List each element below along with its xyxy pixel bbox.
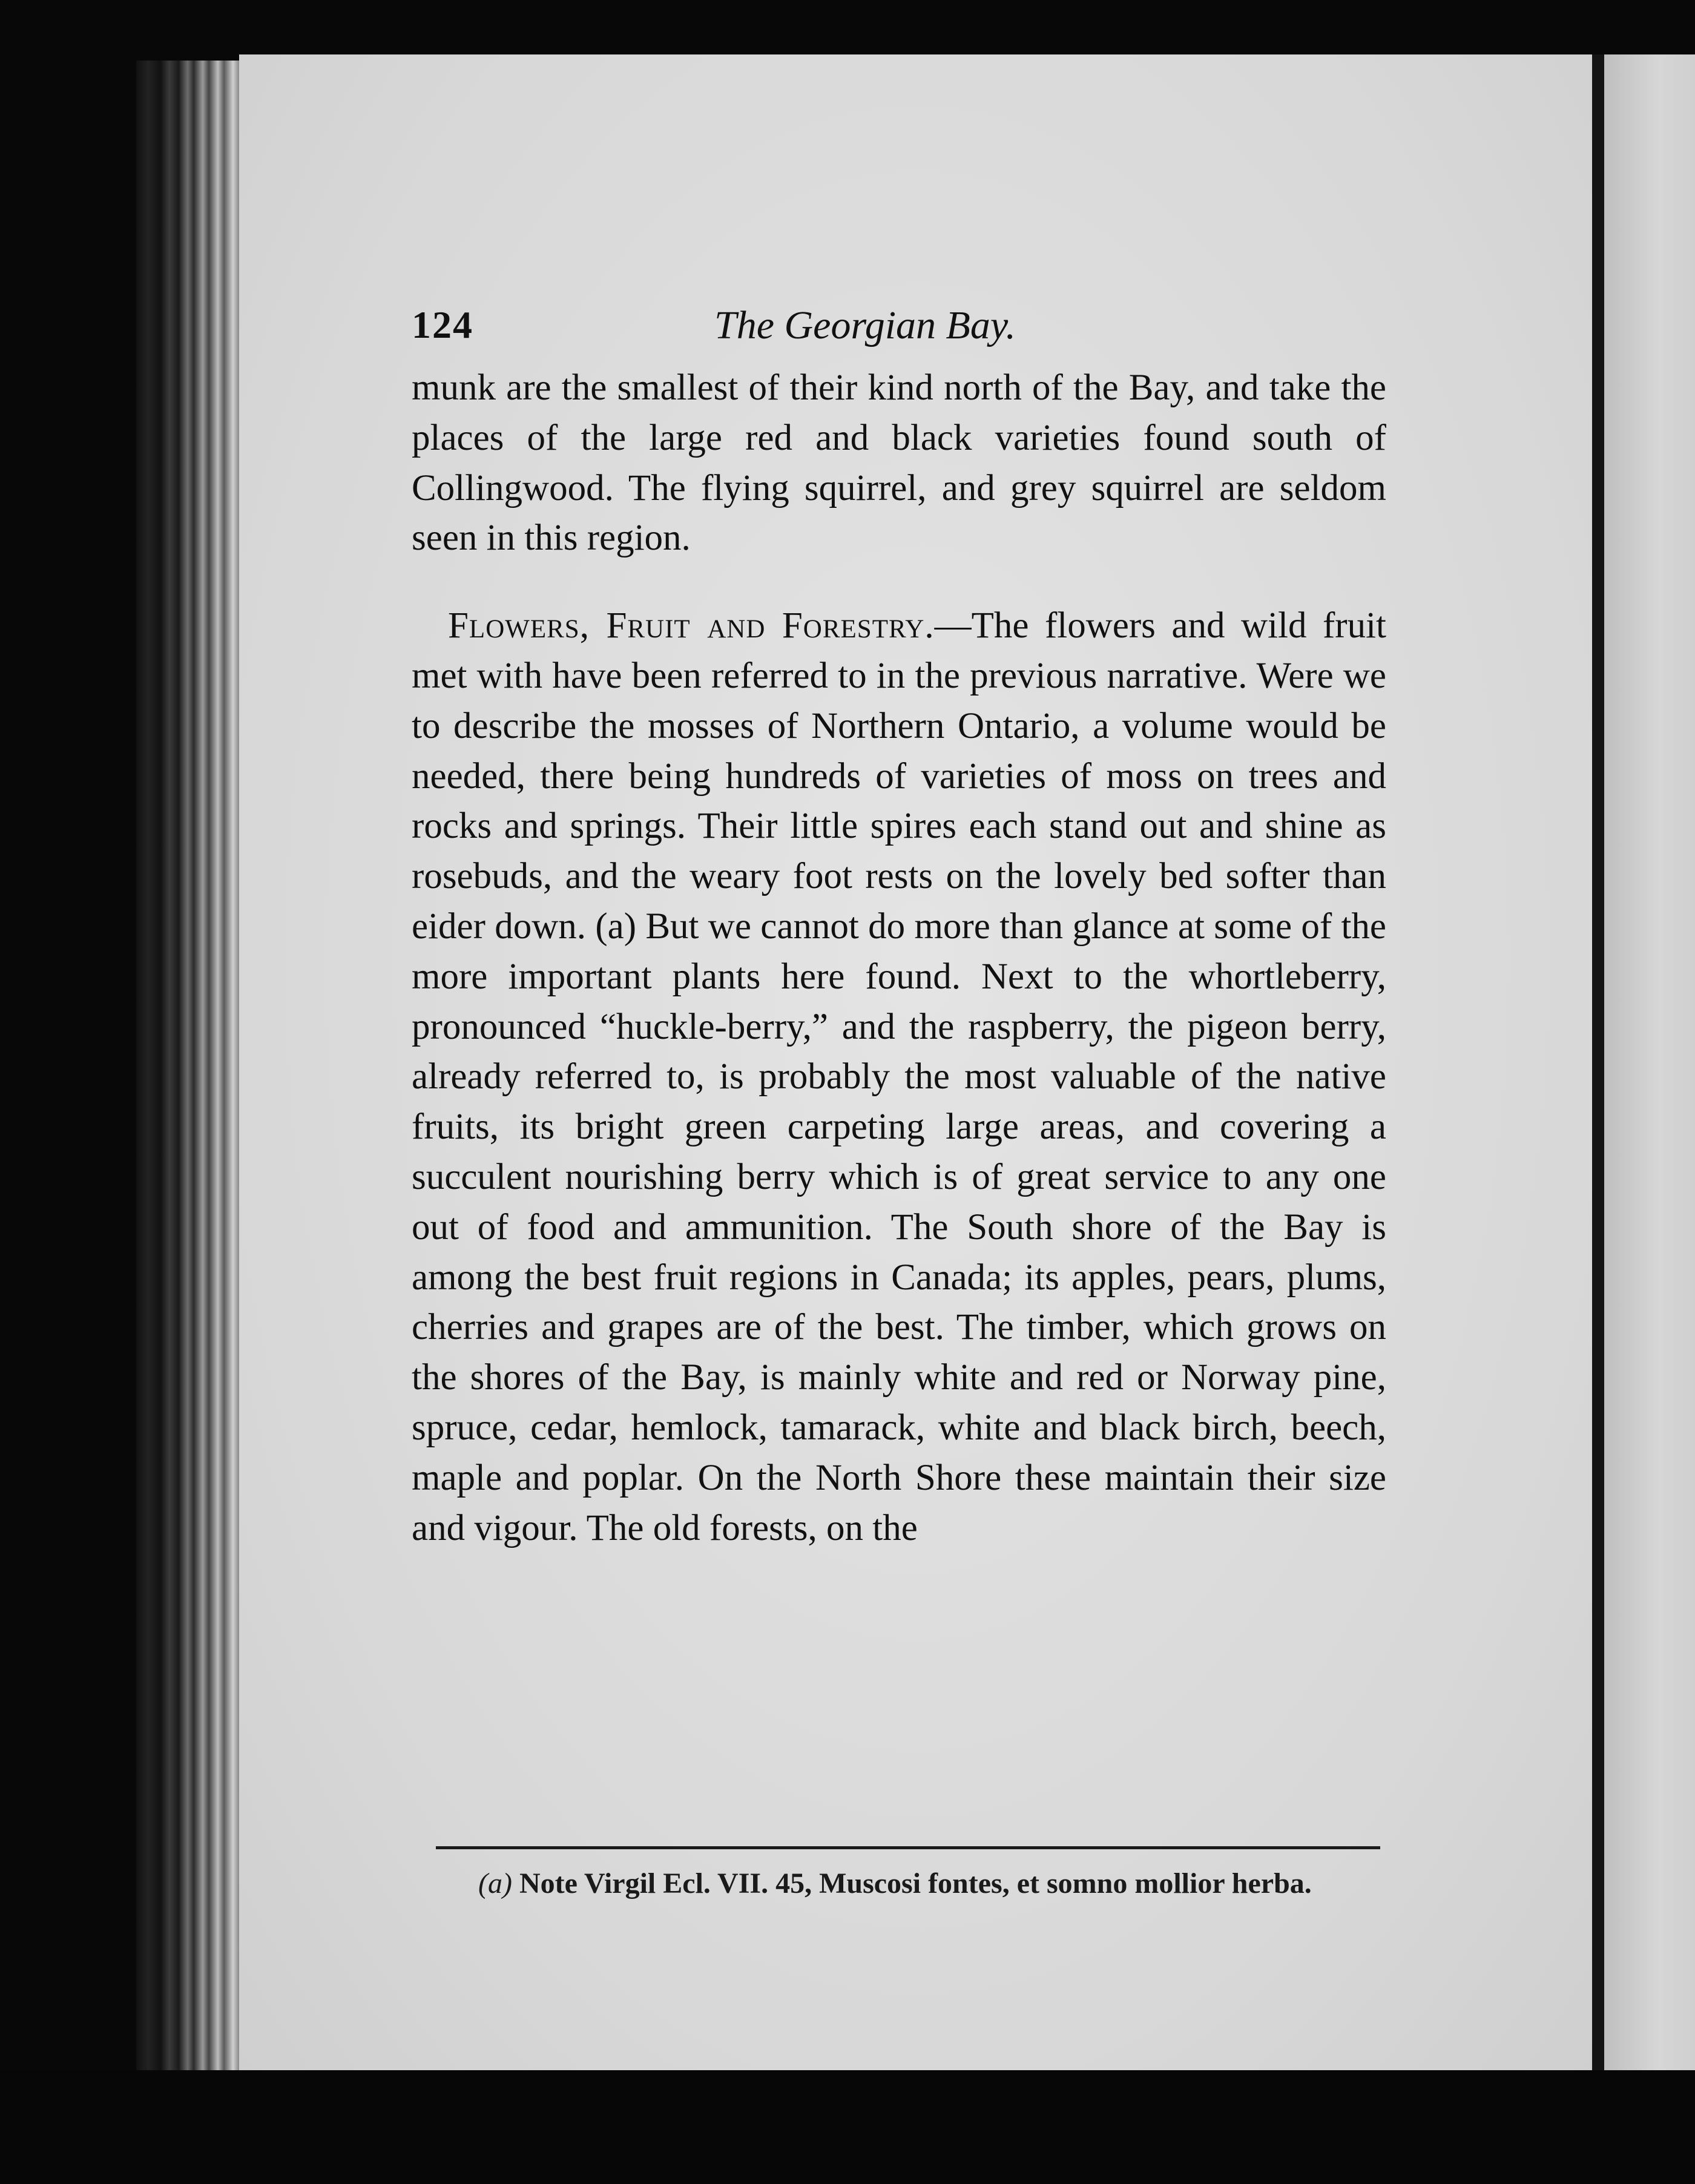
- page-gutter-edge: [1592, 54, 1604, 2070]
- paragraph-squirrels: munk are the smallest of their kind north of the Bay, and take the places of the large red and black varieties found south of Collingwood. The flying squirrel, and grey squirrel are seldom seen in this region.: [412, 367, 1386, 559]
- footnote-text: Note Virgil Ecl. VII. 45, Muscosi fontes, et somno mollior herba.: [519, 1867, 1312, 1899]
- section-heading: Flowers, Fruit and Forestry.: [448, 605, 935, 646]
- paragraph-gap: [412, 564, 1386, 601]
- paragraph-flowers-fruit-forestry: [412, 601, 1386, 1553]
- footnote-rule: [436, 1846, 1380, 1849]
- footnote-marker: (a): [478, 1867, 512, 1899]
- facing-page-edge: [1604, 54, 1695, 2070]
- section-body: —The flowers and wild fruit met with have been referred to in the previous narrative. Were we to describe the mosses of Northern Ontario, a volume would be needed, there being hundreds of varieties of moss on trees and rocks and springs. Their little spires each stand out and shine as rosebuds, and the weary foot rests on the lovely bed softer than eider down. (a) But we cannot do more than glance at some of the more important plants here found. Next to the whortleberry, pronounced “huckle-berry,” and the raspberry, the pigeon berry, already referred to, is probably the most valuable of the native fruits, its bright green carpeting large areas, and covering a succulent nourishing berry which is of great service to any one out of food and ammunition. The South shore of the Bay is among the best fruit regions in Canada; its apples, pears, plums, cherries and grapes are of the best. The timber, which grows on the shores of the Bay, is mainly white and red or Norway pine, spruce, cedar, hemlock, tamarack, white and black birch, beech, maple and poplar. On the North Shore these maintain their size and vigour. The old forests, on the: [412, 605, 1386, 1548]
- running-head: [412, 291, 1386, 363]
- footnote: [412, 1861, 1386, 1906]
- scan-bottom-margin: [0, 2070, 1695, 2184]
- running-title: The Georgian Bay.: [714, 303, 1016, 347]
- page-number: 124: [412, 303, 473, 346]
- book-spine: [136, 61, 239, 2076]
- page-text-block: [412, 291, 1386, 1553]
